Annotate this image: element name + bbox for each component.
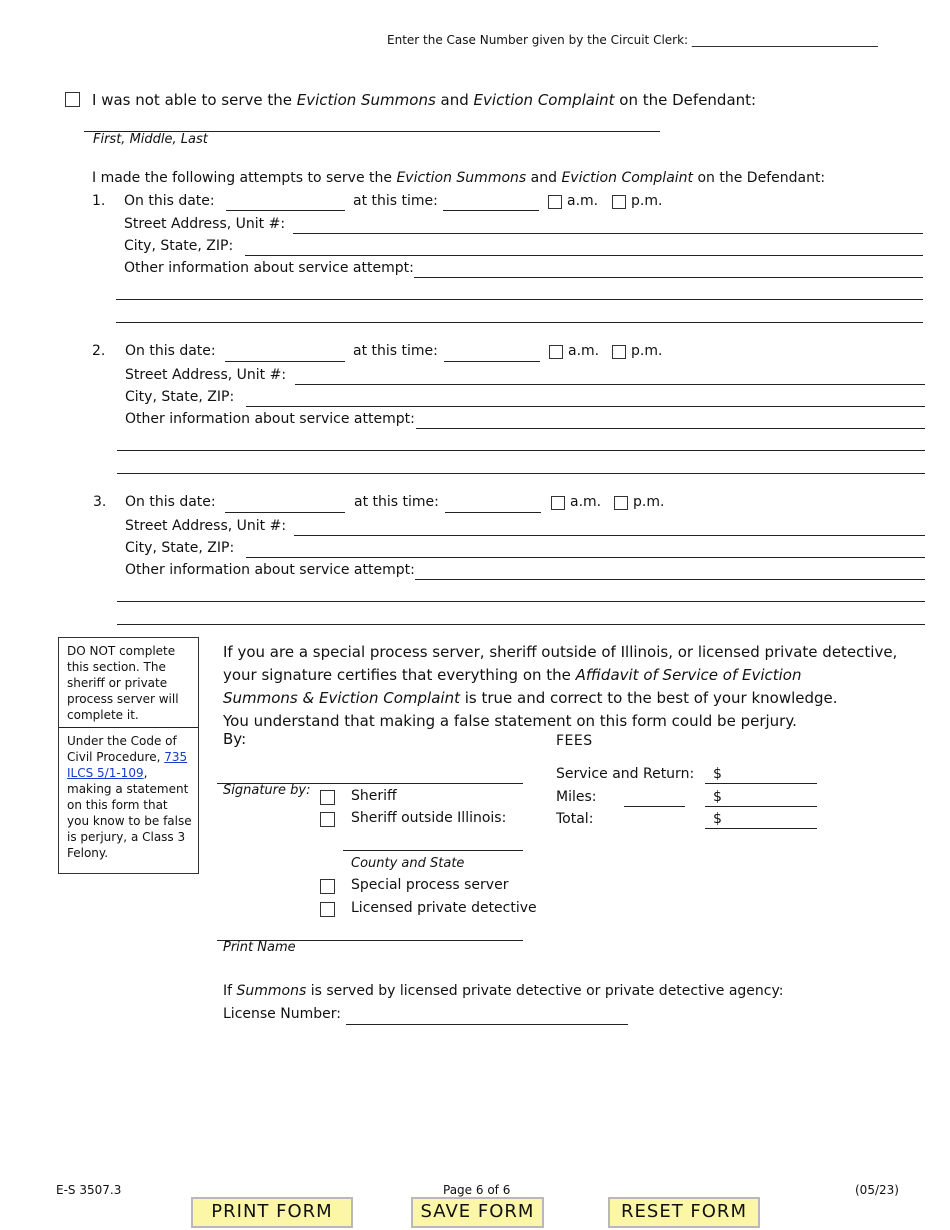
date-label: On this date: (124, 193, 215, 209)
am-label: a.m. (567, 193, 599, 209)
street-field[interactable] (293, 233, 923, 234)
pm-label: p.m. (633, 494, 665, 510)
sheriff-outside-checkbox[interactable] (320, 812, 335, 827)
license-statement: If Summons is served by licensed private detective or private detective agency: (223, 983, 784, 999)
date-field[interactable] (225, 512, 345, 513)
print-name-caption: Print Name (223, 940, 296, 955)
page-number: Page 6 of 6 (443, 1183, 511, 1197)
defendant-name-caption: First, Middle, Last (93, 132, 208, 147)
not-served-statement: I was not able to serve the Eviction Summons and Eviction Complaint on the Defendant: (92, 91, 757, 109)
city-field[interactable] (246, 557, 925, 558)
side-notes-box (58, 637, 199, 874)
attempts-intro: I made the following attempts to serve the Eviction Summons and Eviction Complaint on the Defendant: (92, 170, 826, 186)
dollar-sign: $ (713, 811, 722, 827)
date-field[interactable] (225, 361, 345, 362)
city-label: City, State, ZIP: (125, 389, 235, 405)
do-not-complete-note: DO NOT complete this section. The sheriff or private process server will complete it. (67, 644, 179, 722)
miles-label: Miles: (556, 789, 597, 805)
side-notes-divider (59, 727, 198, 728)
special-server-checkbox[interactable] (320, 879, 335, 894)
by-label: By: (223, 730, 247, 748)
attempt-number: 3. (93, 494, 107, 510)
other-field[interactable] (414, 277, 923, 278)
form-date: (05/23) (855, 1183, 899, 1197)
am-label: a.m. (570, 494, 602, 510)
pm-checkbox[interactable] (614, 496, 628, 510)
county-state-caption: County and State (351, 856, 465, 871)
print-form-button[interactable]: PRINT FORM (191, 1197, 353, 1228)
other-field-line-2[interactable] (116, 299, 923, 300)
total-field[interactable] (705, 828, 817, 829)
city-label: City, State, ZIP: (125, 540, 235, 556)
am-checkbox[interactable] (551, 496, 565, 510)
form-id: E-S 3507.3 (56, 1183, 122, 1197)
fees-title: FEES (556, 733, 593, 749)
miles-fee-field[interactable] (705, 806, 817, 807)
case-number-label: Enter the Case Number given by the Circuit Clerk: _______________________________ (387, 33, 878, 47)
special-server-label: Special process server (351, 877, 509, 893)
time-field[interactable] (444, 361, 540, 362)
license-number-label: License Number: (223, 1006, 341, 1022)
other-field-line-3[interactable] (117, 473, 925, 474)
save-form-button[interactable]: SAVE FORM (411, 1197, 544, 1228)
date-label: On this date: (125, 343, 216, 359)
attempt-number: 2. (92, 343, 106, 359)
street-field[interactable] (294, 535, 925, 536)
certification-text: If you are a special process server, sheriff outside of Illinois, or licensed private detective, your signature certifies that everything on the Affidavit of Service of Eviction Summons & Eviction Complaint is true and correct to the best of your knowledge. You understand that making a false statement on this form could be perjury. (223, 643, 898, 730)
total-label: Total: (556, 811, 594, 827)
am-label: a.m. (568, 343, 600, 359)
other-field-line-3[interactable] (116, 322, 923, 323)
time-label: at this time: (353, 343, 438, 359)
pm-label: p.m. (631, 193, 663, 209)
other-field-line-2[interactable] (117, 450, 925, 451)
other-label: Other information about service attempt: (124, 260, 414, 276)
street-label: Street Address, Unit #: (125, 518, 287, 534)
reset-form-button[interactable]: RESET FORM (608, 1197, 760, 1228)
license-number-field[interactable] (346, 1024, 628, 1025)
service-return-field[interactable] (705, 783, 817, 784)
time-field[interactable] (445, 512, 541, 513)
pm-label: p.m. (631, 343, 663, 359)
street-label: Street Address, Unit #: (124, 216, 286, 232)
city-label: City, State, ZIP: (124, 238, 234, 254)
other-field-line-3[interactable] (117, 624, 925, 625)
city-field[interactable] (246, 406, 925, 407)
time-label: at this time: (353, 193, 438, 209)
time-field[interactable] (443, 210, 539, 211)
not-served-checkbox[interactable] (65, 92, 80, 107)
signature-by-caption: Signature by: (223, 783, 311, 798)
other-field-line-2[interactable] (117, 601, 925, 602)
perjury-note: Under the Code of Civil Procedure, 735 ILCS 5/1-109, making a statement on this form that you know to be false is perjury, a Class 3 Felony. (67, 734, 192, 860)
statute-link[interactable]: 735 ILCS 5/1-109 (67, 750, 188, 780)
date-label: On this date: (125, 494, 216, 510)
licensed-detective-checkbox[interactable] (320, 902, 335, 917)
am-checkbox[interactable] (548, 195, 562, 209)
sheriff-label: Sheriff (351, 788, 397, 804)
other-label: Other information about service attempt: (125, 411, 415, 427)
time-label: at this time: (354, 494, 439, 510)
am-checkbox[interactable] (549, 345, 563, 359)
dollar-sign: $ (713, 789, 722, 805)
other-field[interactable] (416, 428, 925, 429)
dollar-sign: $ (713, 766, 722, 782)
service-return-label: Service and Return: (556, 766, 695, 782)
date-field[interactable] (226, 210, 345, 211)
attempt-number: 1. (92, 193, 106, 209)
county-state-field[interactable] (343, 850, 523, 851)
licensed-detective-label: Licensed private detective (351, 900, 537, 916)
pm-checkbox[interactable] (612, 345, 626, 359)
street-label: Street Address, Unit #: (125, 367, 287, 383)
pm-checkbox[interactable] (612, 195, 626, 209)
sheriff-outside-label: Sheriff outside Illinois: (351, 810, 507, 826)
other-label: Other information about service attempt: (125, 562, 415, 578)
city-field[interactable] (245, 255, 923, 256)
other-field[interactable] (415, 579, 925, 580)
miles-field[interactable] (624, 806, 685, 807)
street-field[interactable] (295, 384, 925, 385)
sheriff-checkbox[interactable] (320, 790, 335, 805)
